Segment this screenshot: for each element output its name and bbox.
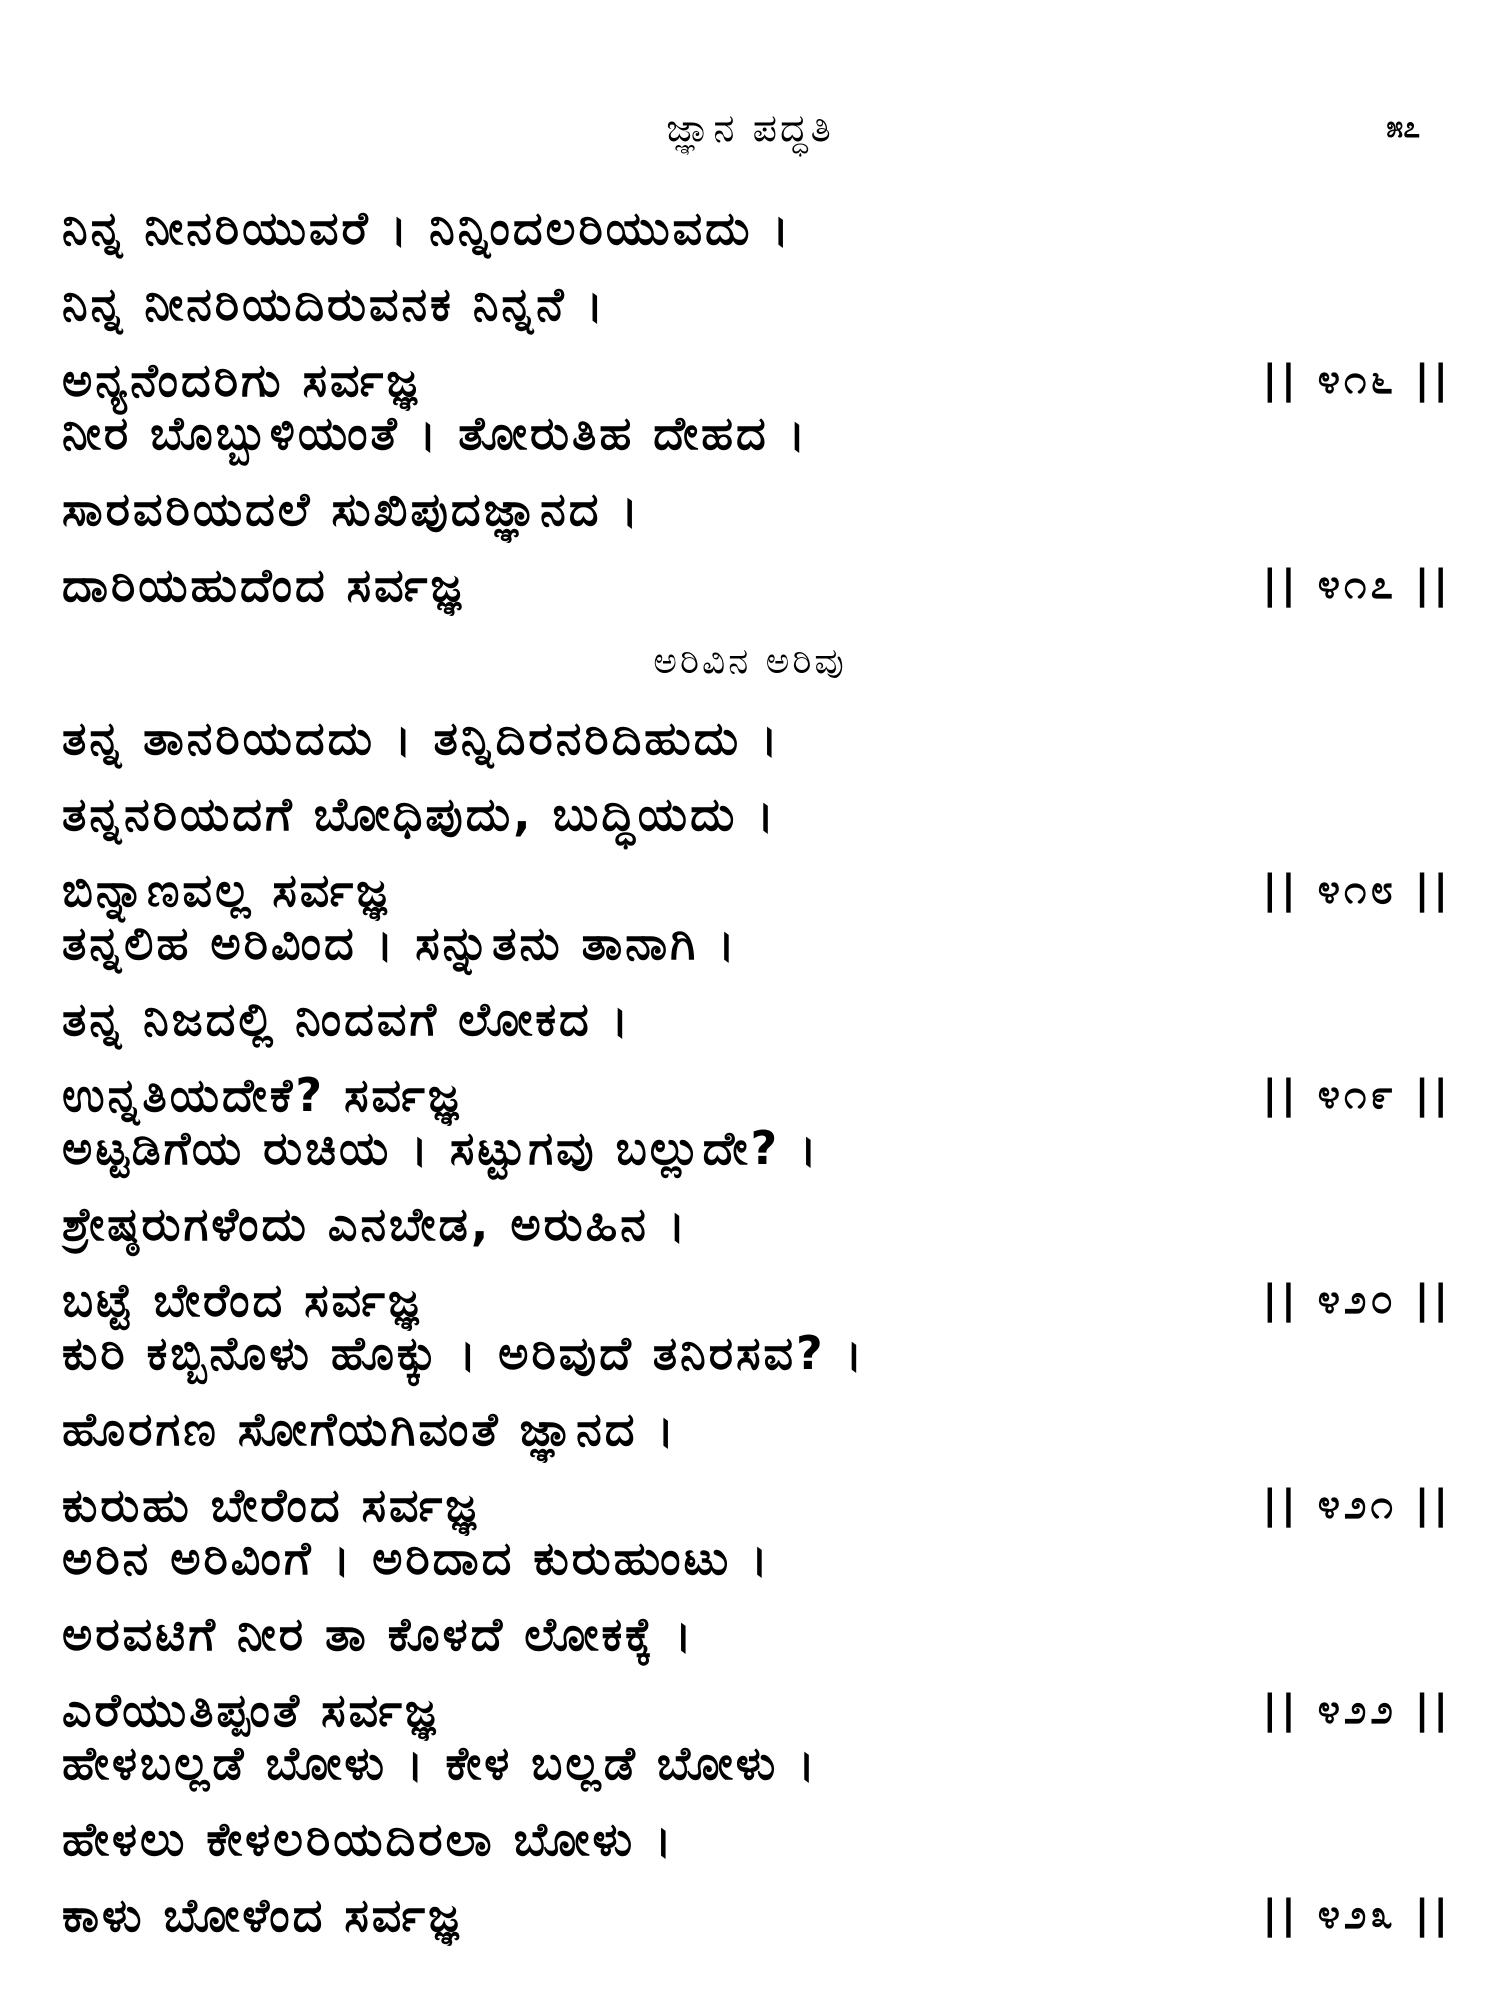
verse-line: ಕುರಿ ಕಬ್ಬಿನೊಳು ಹೊಕ್ಕು । ಅರಿವುದೆ ತನಿರಸವ? । bbox=[62, 1326, 866, 1380]
verse-line: ಬಿನ್ನಾಣವಲ್ಲ ಸರ್ವಜ್ಞ || ೪೧೮ || bbox=[62, 852, 1452, 928]
verse-line: ಸಾರವರಿಯದಲೆ ಸುಖಿಪುದಜ್ಞಾನದ । bbox=[62, 482, 641, 536]
verse-number: || ೪೧೮ || bbox=[1262, 867, 1452, 913]
verse-number: || ೪೨೩ || bbox=[1262, 1892, 1452, 1938]
verse bbox=[62, 1110, 1452, 1338]
verse-line: ಎರೆಯುತಿಪ್ಪಂತೆ ಸರ್ವಜ್ಞ || ೪೨೨ || bbox=[62, 1672, 1452, 1748]
verse-line: ಹೇಳಲು ಕೇಳಲರಿಯದಿರಲಾ ಬೋಳು । bbox=[62, 1812, 675, 1866]
verse-number: || ೪೨೦ || bbox=[1262, 1277, 1452, 1323]
verse-line: ದಾರಿಯಹುದೆಂದ ಸರ್ವಜ್ಞ || ೪೧೭ || bbox=[62, 547, 1452, 623]
verse-line: ಉನ್ನತಿಯದೇಕೆ? ಸರ್ವಜ್ಞ || ೪೧೯ || bbox=[62, 1057, 1452, 1133]
verse bbox=[62, 905, 1452, 1133]
verse-line: ಬಟ್ಟೆ ಬೇರೆಂದ ಸರ್ವಜ್ಞ || ೪೨೦ || bbox=[62, 1262, 1452, 1338]
verse bbox=[62, 1725, 1452, 1953]
verse-line: ಅನ್ಯನೆಂದರಿಗು ಸರ್ವಜ್ಞ || ೪೧೬ || bbox=[62, 342, 1452, 418]
verse bbox=[62, 700, 1452, 928]
verse bbox=[62, 1315, 1452, 1543]
chapter-title: ಜ್ಞಾನ ಪದ್ಧತಿ bbox=[666, 106, 834, 150]
verse-line: ಅರಿನ ಅರಿವಿಂಗೆ । ಅರಿದಾದ ಕುರುಹುಂಟು । bbox=[62, 1531, 771, 1585]
verse-line: ಕುರುಹು ಬೇರೆಂದ ಸರ್ವಜ್ಞ || ೪೨೧ || bbox=[62, 1467, 1452, 1543]
section-heading: ಅರಿವಿನ ಅರಿವು bbox=[653, 641, 847, 682]
verse-line: ನೀರ ಬೊಬ್ಬುಳಿಯಂತೆ । ತೋರುತಿಹ ದೇಹದ । bbox=[62, 406, 809, 460]
verse-number: || ೪೧೯ || bbox=[1262, 1072, 1452, 1118]
running-header bbox=[0, 98, 1500, 158]
verse-line: ತನ್ನಲಿಹ ಅರಿವಿಂದ । ಸನ್ನುತನು ತಾನಾಗಿ । bbox=[62, 916, 738, 970]
verse-line: ತನ್ನ ತಾನರಿಯದದು । ತನ್ನಿದಿರನರಿದಿಹುದು । bbox=[62, 711, 781, 765]
verse-number: || ೪೧೬ || bbox=[1262, 357, 1452, 403]
verse-line: ಶ್ರೇಷ್ಠರುಗಳೆಂದು ಎನಬೇಡ, ಅರುಹಿನ । bbox=[62, 1197, 689, 1251]
verse-number: || ೪೨೧ || bbox=[1262, 1482, 1452, 1528]
verse-line: ಕಾಳು ಬೋಳೆಂದ ಸರ್ವಜ್ಞ || ೪೨೩ || bbox=[62, 1877, 1452, 1953]
verse bbox=[62, 190, 1452, 418]
verse-number: || ೪೧೭ || bbox=[1262, 562, 1452, 608]
verse-number: || ೪೨೨ || bbox=[1262, 1687, 1452, 1733]
verse-line: ನಿನ್ನ ನೀನರಿಯದಿರುವನಕ ನಿನ್ನನೆ । bbox=[62, 277, 607, 331]
verse-line: ಹೊರಗಣ ಸೋಗೆಯಗಿವಂತೆ ಜ್ಞಾನದ । bbox=[62, 1402, 677, 1456]
verse-line: ತನ್ನನರಿಯದಗೆ ಬೋಧಿಪುದು, ಬುದ್ಧಿಯದು । bbox=[62, 787, 777, 841]
verse-line: ತನ್ನ ನಿಜದಲ್ಲಿ ನಿಂದವಗೆ ಲೋಕದ । bbox=[62, 992, 632, 1046]
verse-line: ಅಟ್ಟಡಿಗೆಯ ರುಚಿಯ । ಸಟ್ಟುಗವು ಬಲ್ಲುದೇ? । bbox=[62, 1121, 820, 1175]
verse-line: ನಿನ್ನ ನೀನರಿಯುವರೆ । ನಿನ್ನಿಂದಲರಿಯುವದು । bbox=[62, 201, 792, 255]
verse-line: ಅರವಟಿಗೆ ನೀರ ತಾ ಕೊಳದೆ ಲೋಕಕ್ಕೆ । bbox=[62, 1607, 695, 1661]
page-number: ೫೭ bbox=[1386, 110, 1420, 145]
verse-line: ಹೇಳಬಲ್ಲಡೆ ಬೋಳು । ಕೇಳ ಬಲ್ಲಡೆ ಬೋಳು । bbox=[62, 1736, 818, 1790]
verse bbox=[62, 1520, 1452, 1748]
verse bbox=[62, 395, 1452, 623]
